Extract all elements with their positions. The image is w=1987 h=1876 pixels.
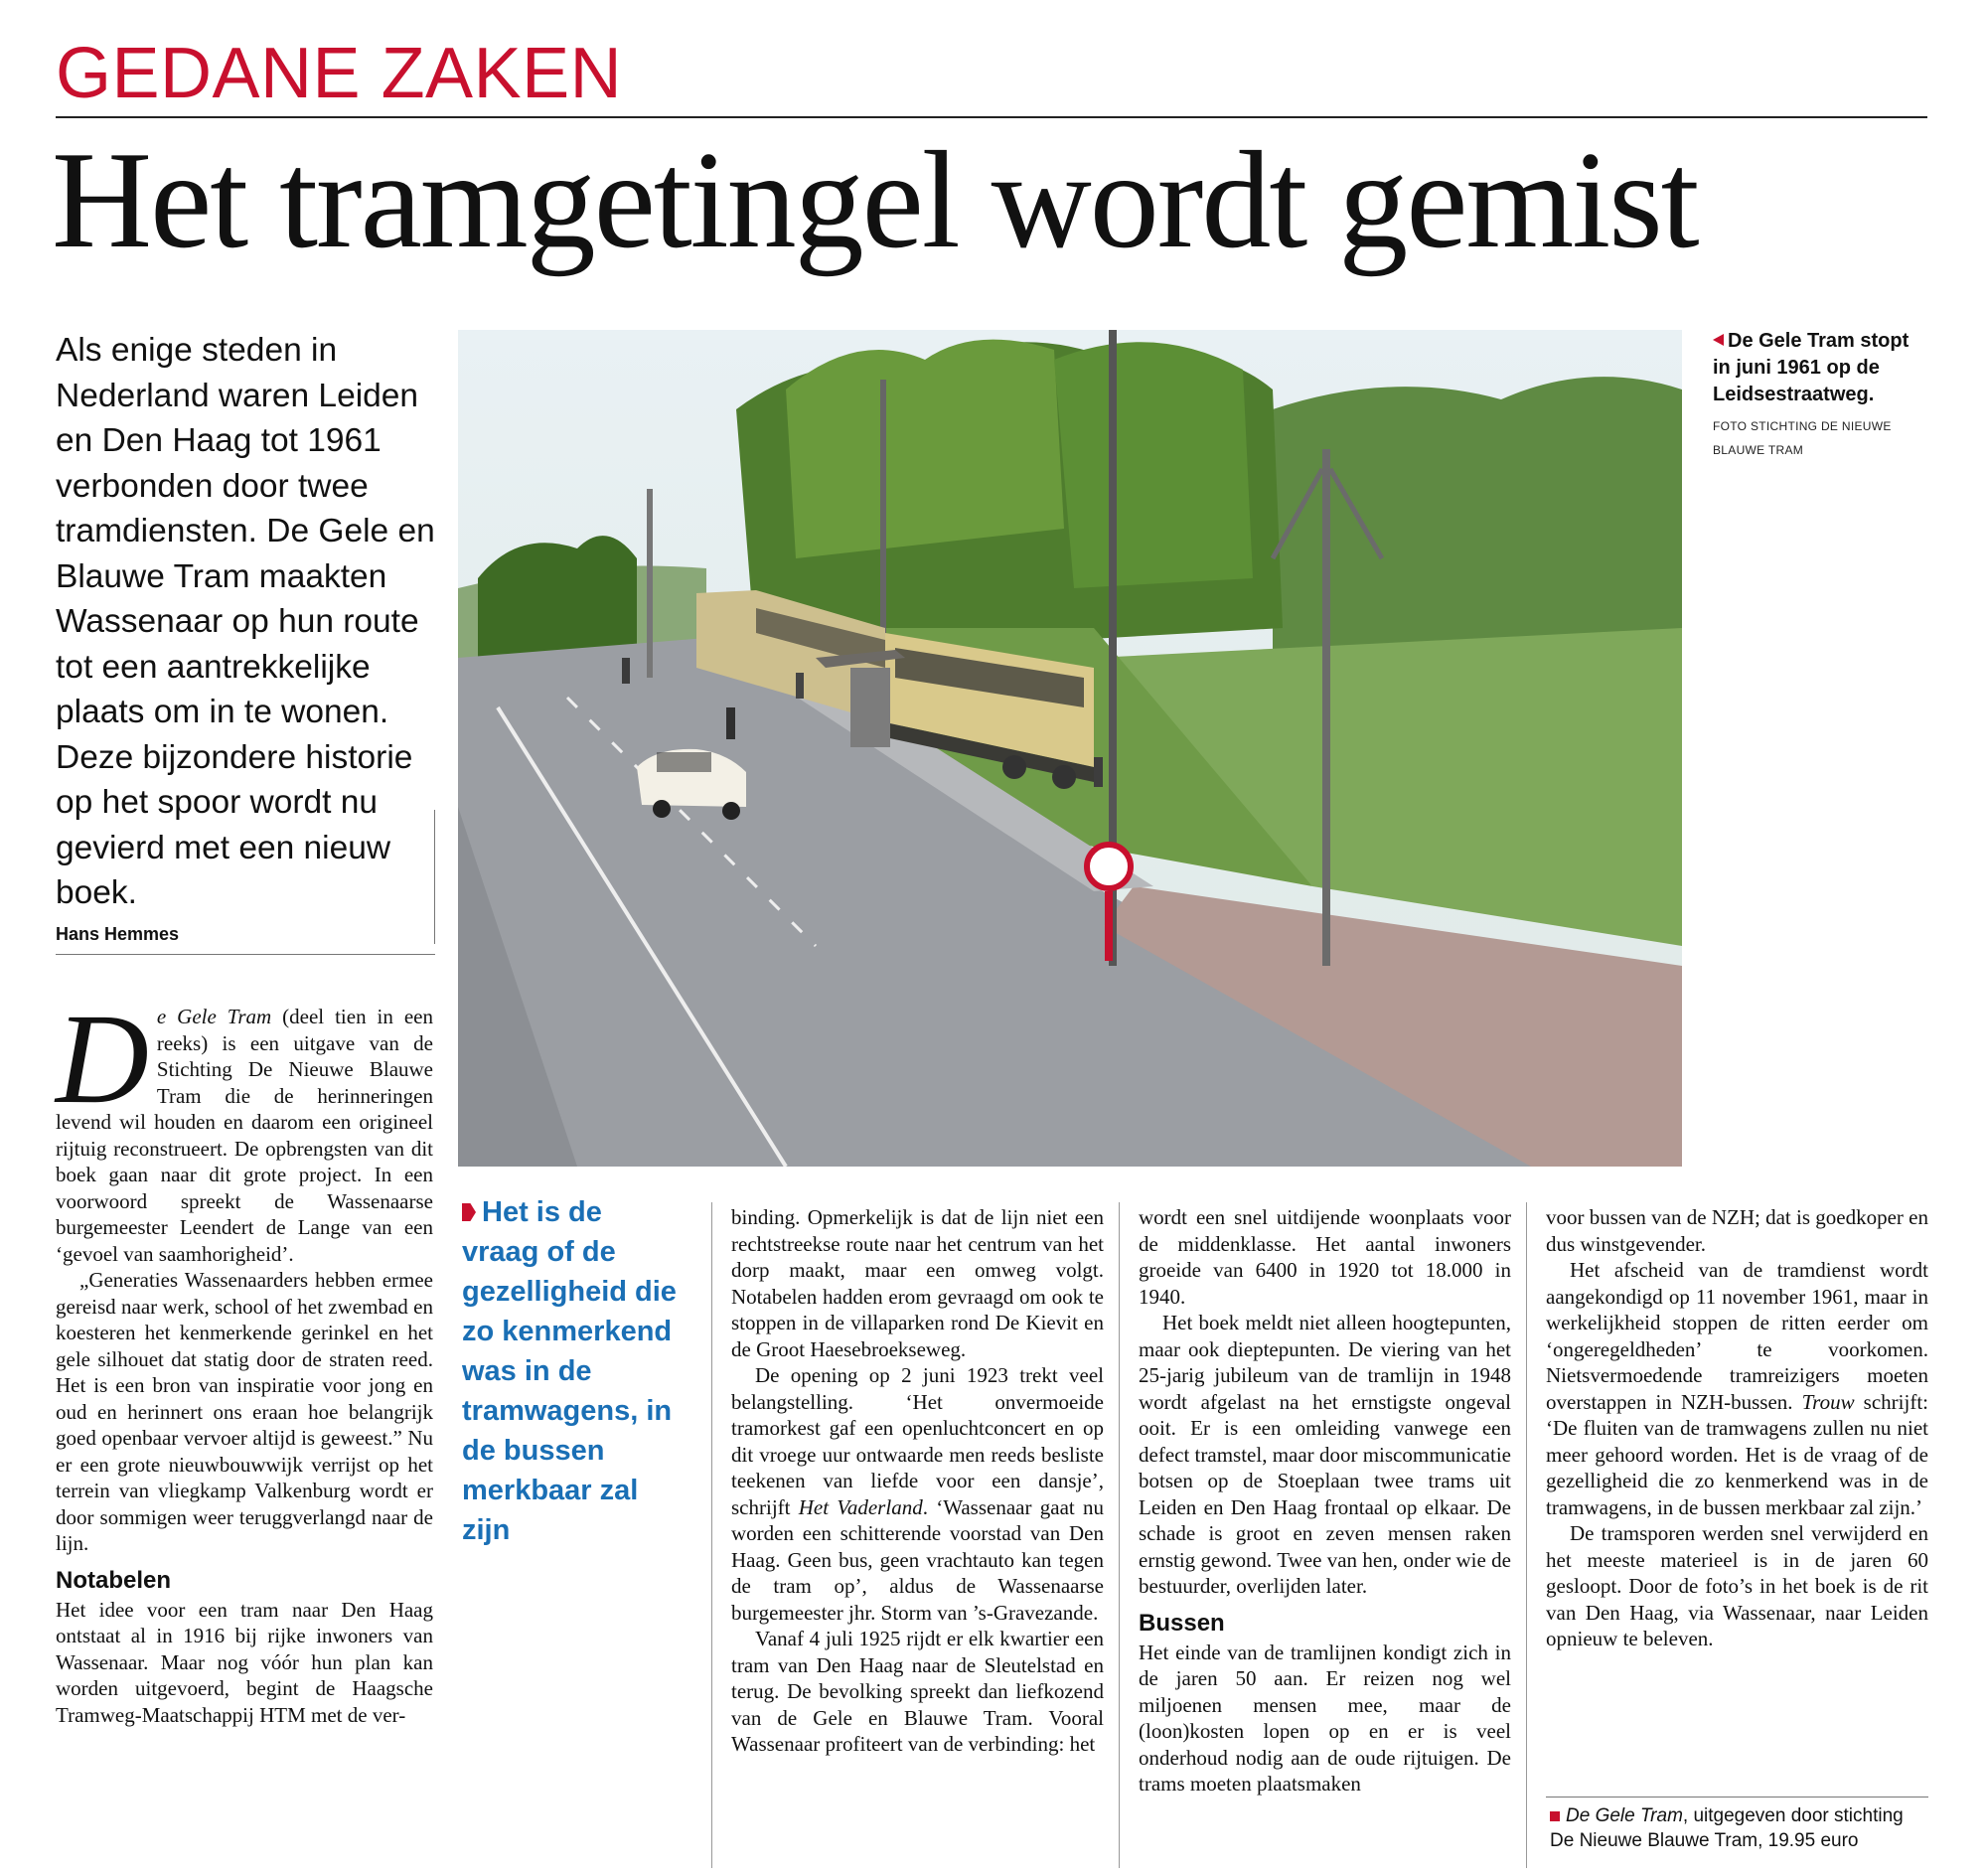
tram-photo (458, 330, 1682, 1167)
col2-text-2b: . ‘Wassenaar gaat nu worden een schitterende voorstad van Den Haag. Geen bus, geen vrachtauto kan tegen de tram op’, aldus de Wassenaarse burgemeester jhr. Storm van ’s-Gravezande. (731, 1494, 1105, 1625)
column-separator (711, 1202, 712, 1868)
col3-paragraph-1: wordt een snel uitdijende woonplaats voor de middenklasse. Het aantal inwoners groeide van 6400 in 1920 tot 18.000 in 1940. (1139, 1205, 1511, 1309)
byline-rule (56, 954, 435, 955)
note-text: , uitgegeven door stichting De Nieuwe Blauwe Tram, 19.95 euro (1550, 1805, 1904, 1851)
col1-paragraph-2: „Generaties Wassenaarders hebben ermee gereisd naar werk, school of het zwembad en koesteren het kenmerkende gerinkel en het gele silhouet dat statig door de straten reed. Het is een bron van inspiratie voor jong en oud en herinnert ons eraan hoe belangrijk goed openbaar vervoer altijd is geweest.” Nu er een grote nieuwbouwwijk verrijst op het terrein van vliegkamp Valkenburg wordt er door sommigen weer teruggverlangd naar de lijn. (56, 1268, 433, 1555)
col2-text-2a: De opening op 2 juni 1923 trekt veel belangstelling. ‘Het onvermoeide tramorkest gaf een openluchtconcert en op dit vroege uur ontwaarde men reeds besliste teekenen van liefde voor een dansje’, schrijft (731, 1363, 1104, 1519)
column-2 (731, 1204, 1104, 1758)
caption-text: De Gele Tram stopt in juni 1961 op de Leidsestraatweg. (1713, 330, 1910, 405)
lede: Als enige steden in Nederland waren Leiden en Den Haag tot 1961 verbonden door twee tramdiensten. De Gele en Blauwe Tram maakten Wassenaar op hun route tot een aantrekkelijke plaats om in te wonen. Deze bijzondere historie op het spoor wordt nu gevierd met een nieuw boek. (56, 332, 435, 911)
drop-cap: D (56, 988, 149, 1131)
book-title: e Gele Tram (156, 1005, 272, 1028)
column-3 (1139, 1204, 1511, 1798)
section-label: GEDANE ZAKEN (56, 34, 623, 113)
col4-paragraph-1: voor bussen van de NZH; dat is goedkoper en dus winstgevender. (1546, 1205, 1928, 1256)
column-separator (1526, 1202, 1527, 1868)
note-rule (1546, 1797, 1928, 1798)
col2-paragraph-2 (731, 1362, 1104, 1626)
col1-text-1: (deel tien in een reeks) is een uitgave van de Stichting De Nieuwe Blauwe Tram die de herinneringen levend wil houden en daarom een origineel rijtuig reconstrueert. De opbrengsten van dit boek gaan naar dit grote project. In een voorwoord spreekt de Wassenaarse burgemeester Leendert de Lange van een ‘gevoel van saamhorigheid’. (56, 1005, 434, 1266)
col2-paragraph-3: Vanaf 4 juli 1925 rijdt er elk kwartier een tram van Den Haag naar de Sleutelstad en terug. De bevolking spreekt dan liefkozend van de Gele en Blauwe Tram. Vooral Wassenaar profiteert van de verbinding: het (731, 1627, 1104, 1756)
col1-paragraph-3: Het idee voor een tram naar Den Haag ontstaat al in 1916 bij rijke inwoners van Wassenaar. Maar nog vóór hun plan kan worden uitgevoerd, begint de Haagsche Tramweg-Maatschappij HTM met de ver- (56, 1597, 433, 1727)
column-1 (56, 988, 434, 1728)
newspaper-title: Het Vaderland (798, 1494, 923, 1519)
pull-quote (462, 1192, 686, 1550)
pull-quote-marker-icon (462, 1203, 476, 1221)
photo-credit: FOTO STICHTING DE NIEUWE BLAUWE TRAM (1713, 419, 1892, 457)
lede-rule (434, 810, 435, 944)
subhead-notabelen: Notabelen (56, 1566, 172, 1594)
caption-pointer-icon (1713, 334, 1724, 346)
col2-paragraph-1: binding. Opmerkelijk is dat de lijn niet een rechtstreekse route naar het centrum van het dorp maakt, maar een omweg volgt. Notabelen hadden erom gevraagd om ook te stoppen in de villaparken rond De Kievit en de Groot Haesebroekseweg. (731, 1205, 1104, 1361)
section-rule (56, 116, 1927, 118)
col4-paragraph-3: De tramsporen werden snel verwijderd en het meeste materieel is in de jaren 60 gesloopt. Door de foto’s in het boek is de rit van Den Haag, via Wassenaar, naar Leiden opnieuw te beleven. (1546, 1521, 1928, 1650)
col4-text-2b: schrijft: ‘De fluiten van de tramwagens zullen nu niet meer gehoord worden. Het is de vraag of de gezelligheid die zo kenmerkend was in de tramwagens, in de bussen merkbaar zal zijn.’ (1546, 1389, 1928, 1519)
newspaper-title-trouw: Trouw (1801, 1389, 1855, 1414)
column-separator (1119, 1202, 1120, 1868)
col3-paragraph-2: Het boek meldt niet alleen hoogtepunten, maar ook dieptepunten. De viering van het 25-jarig jubileum van de tramlijn in 1948 wordt afgelast na het ernstigste ongeval ooit. Er is een omleiding vanwege een defect tramstel, maar door miscommunicatie botsen op de Stoeplaan twee trams uit Leiden en Den Haag frontaal op elkaar. De schade is groot en zeven mensen raken ernstig gewond. Twee van hen, onder wie de bestuurder, overlijden later. (1139, 1311, 1511, 1598)
col3-paragraph-3: Het einde van de tramlijnen kondigt zich in de jaren 50 aan. Er reizen nog wel miljoenen mensen mee, maar de (loon)kosten lopen op en er is veel onderhoud nodig aan de oude rijtuigen. De trams moeten plaatsmaken (1139, 1640, 1511, 1796)
column-4 (1546, 1204, 1928, 1652)
note-marker-icon (1550, 1811, 1560, 1821)
headline: Het tramgetingel wordt gemist (52, 123, 1698, 277)
col1-paragraph-1 (56, 988, 434, 1267)
photo-caption (1713, 328, 1931, 462)
subhead-bussen: Bussen (1139, 1609, 1225, 1637)
tram-photo-illustration (458, 330, 1682, 1167)
col4-paragraph-2 (1546, 1257, 1928, 1520)
book-note (1550, 1803, 1927, 1853)
pull-quote-text: Het is de vraag of de gezelligheid die zo kenmerkend was in de tramwagens, in de bussen merkbaar zal zijn (462, 1196, 677, 1546)
note-book-title: De Gele Tram (1566, 1805, 1683, 1826)
col4-text-2a: Het afscheid van de tramdienst wordt aangekondigd op 11 november 1961, maar in werkelijkheid stoppen de ritten eerder om ‘ongeregeldheden’ te voorkomen. Nietsvermoedende tramreizigers moeten overstappen in NZH-bussen. (1546, 1258, 1928, 1414)
byline: Hans Hemmes (56, 924, 180, 944)
